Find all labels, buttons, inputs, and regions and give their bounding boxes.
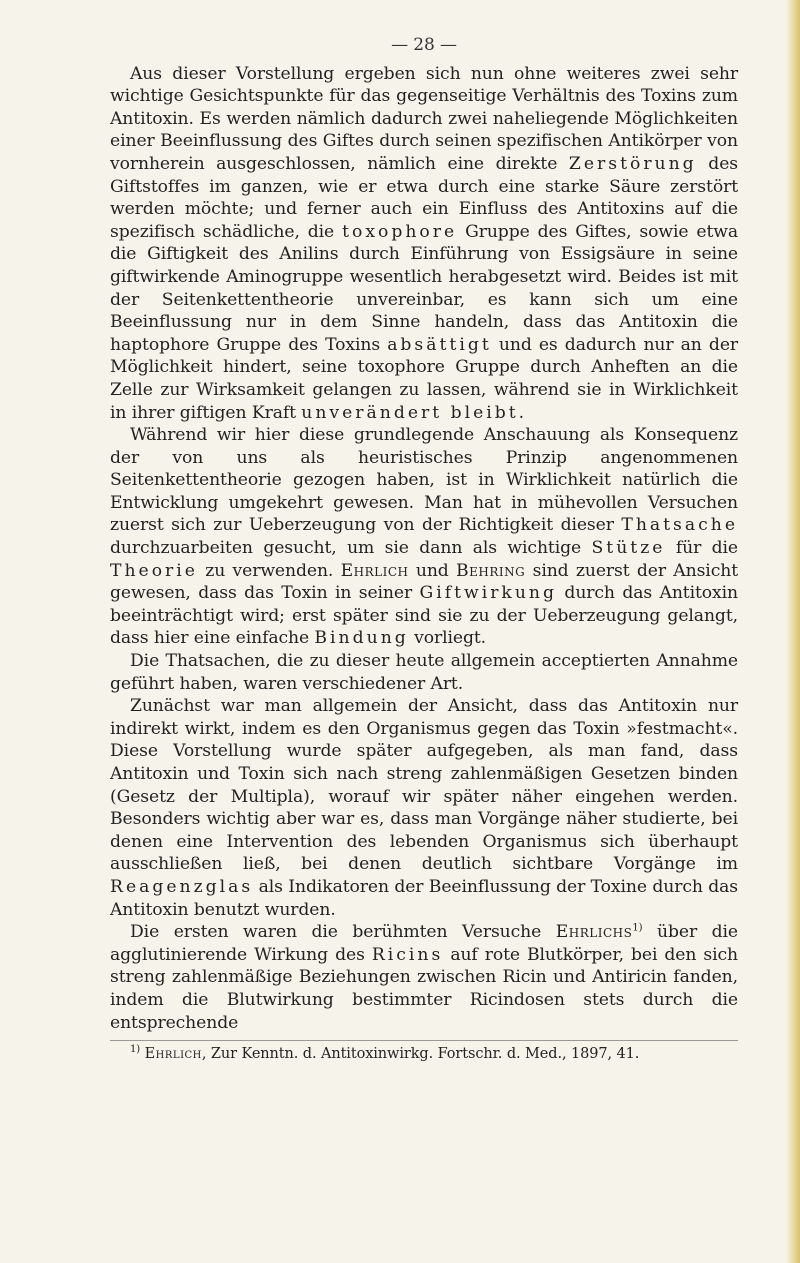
text-run: Die ersten waren die berühmten Versuche (130, 922, 556, 943)
text-run: Gruppe des Giftes, sowie etwa die Giftigkeit des Anilins durch Einführung von Essigsäure in seine giftwirkende Aminogruppe wesentlich herabgesetzt wird. Beides ist mit der Seitenkettentheorie unvereinbar, es kann sich um eine Beeinflussung nur in dem Sinne handeln, dass das Antitoxin die haptophore Gruppe des Toxins (110, 221, 739, 355)
text-run: Zunächst war man allgemein der Ansicht, dass das Antitoxin nur indirekt wirkt, indem es den Organismus gegen das Toxin »festmacht«. Diese Vorstellung wurde später aufgegeben, als man fand, dass Antitoxin und Toxin sich nach streng zahlenmäßigen Gesetzen binden (Gesetz der Multipla), worauf wir später näher eingehen werden. Besonders wichtig aber war es, dass man Vorgänge näher studierte, bei denen eine Intervention des lebenden Organismus sich überhaupt ausschließen ließ, bei denen deutlich sichtbare Vorgänge im (110, 696, 738, 875)
author-name: Ehrlichs (555, 922, 633, 943)
paragraph-2 (110, 424, 738, 650)
text-run: und (408, 560, 457, 581)
text-run: auf rote Blutkörper, bei den sich streng zahlenmäßige Beziehungen zwischen Ricin und Antiricin fanden, indem die Blutwirkung bestimmter Ricindosen stets durch die entsprechende (110, 944, 738, 1033)
text-run: . (518, 402, 525, 423)
emphasis-spaced: unverändert bleibt (301, 402, 519, 423)
text-run: Während wir hier diese grundlegende Anschauung als Konsequenz der von uns als heuristisches Prinzip angenommenen Seitenkettentheorie gezogen haben, ist in Wirklichkeit natürlich die Entwicklung umgekehrt gewesen. Man hat in mühevollen Versuchen zuerst sich zur Ueberzeugung von der Richtigkeit dieser (110, 425, 738, 536)
paragraph-4 (110, 695, 738, 921)
paragraph-5 (110, 921, 738, 1034)
paragraph-1 (110, 63, 738, 425)
footnote-mark: 1) (130, 1044, 141, 1056)
text-run: zu verwenden. (197, 560, 341, 581)
footnote (110, 1045, 738, 1063)
book-page (110, 34, 738, 1063)
footnote-reference: 1) (632, 922, 643, 934)
text-run: als Indikatoren der Beeinflussung der Toxine durch das Antitoxin benutzt wurden. (110, 876, 738, 920)
emphasis-spaced: Zerstörung (568, 153, 697, 174)
paragraph-3: Die Thatsachen, die zu dieser heute allgemein acceptierten Annahme geführt haben, waren verschiedener Art. (110, 651, 738, 694)
text-run: des Giftstoffes im ganzen, wie er etwa durch eine starke Säure zerstört werden möchte; und ferner auch ein Einfluss des Antitoxins auf die spezifisch schädliche, die (110, 153, 738, 242)
emphasis-spaced: Ricins (371, 944, 444, 965)
text-run: vorliegt. (408, 628, 487, 649)
emphasis-spaced: absättigt (387, 334, 492, 355)
text-run: und es dadurch nur an der Möglichkeit hindert, seine toxophore Gruppe durch Anheften an die Zelle zur Wirksamkeit gelangen zu lassen, während sie in Wirklichkeit in ihrer giftigen Kraft (110, 334, 739, 423)
emphasis-spaced: Giftwirkung (419, 583, 557, 604)
text-run: Aus dieser Vorstellung ergeben sich nun ohne weiteres zwei sehr wichtige Gesichtspunkte für das gegenseitige Verhältnis des Toxins zum Antitoxin. Es werden nämlich dadurch zwei naheliegende Möglichkeiten einer Beeinflussung des Giftes durch seinen spezifischen Antikörper von vornherein ausgeschlossen, nämlich eine direkte (110, 63, 738, 174)
emphasis-spaced: Theorie (110, 560, 198, 581)
author-name: Ehrlich (340, 560, 409, 581)
text-run: durchzuarbeiten gesucht, um sie dann als wichtige (110, 538, 592, 559)
footnote-text: , Zur Kenntn. d. Antitoxinwirkg. Fortschr. d. Med., 1897, 41. (201, 1046, 640, 1063)
emphasis-spaced: Stütze (591, 538, 666, 559)
page-number: — 28 — (391, 35, 457, 55)
emphasis-spaced: Thatsache (621, 515, 738, 536)
page-edge-stain (786, 0, 800, 1263)
footnote-author: Ehrlich (144, 1046, 202, 1063)
text-run: sind zuerst der Ansicht gewesen, dass das Toxin in seiner (110, 560, 739, 604)
footnote-divider (110, 1040, 738, 1041)
text-run: über die agglutinierende Wirkung des (110, 922, 738, 965)
emphasis-spaced: Reagenzglas (110, 876, 254, 897)
emphasis-spaced: toxophore (342, 221, 458, 242)
text-run: für die (665, 538, 738, 559)
emphasis-spaced: Bindung (314, 628, 409, 649)
text-run: durch das Antitoxin beeinträchtigt wird; erst später sind sie zu der Ueberzeugung gelangt, dass hier eine einfache (110, 583, 739, 649)
author-name: Behring (456, 560, 526, 581)
